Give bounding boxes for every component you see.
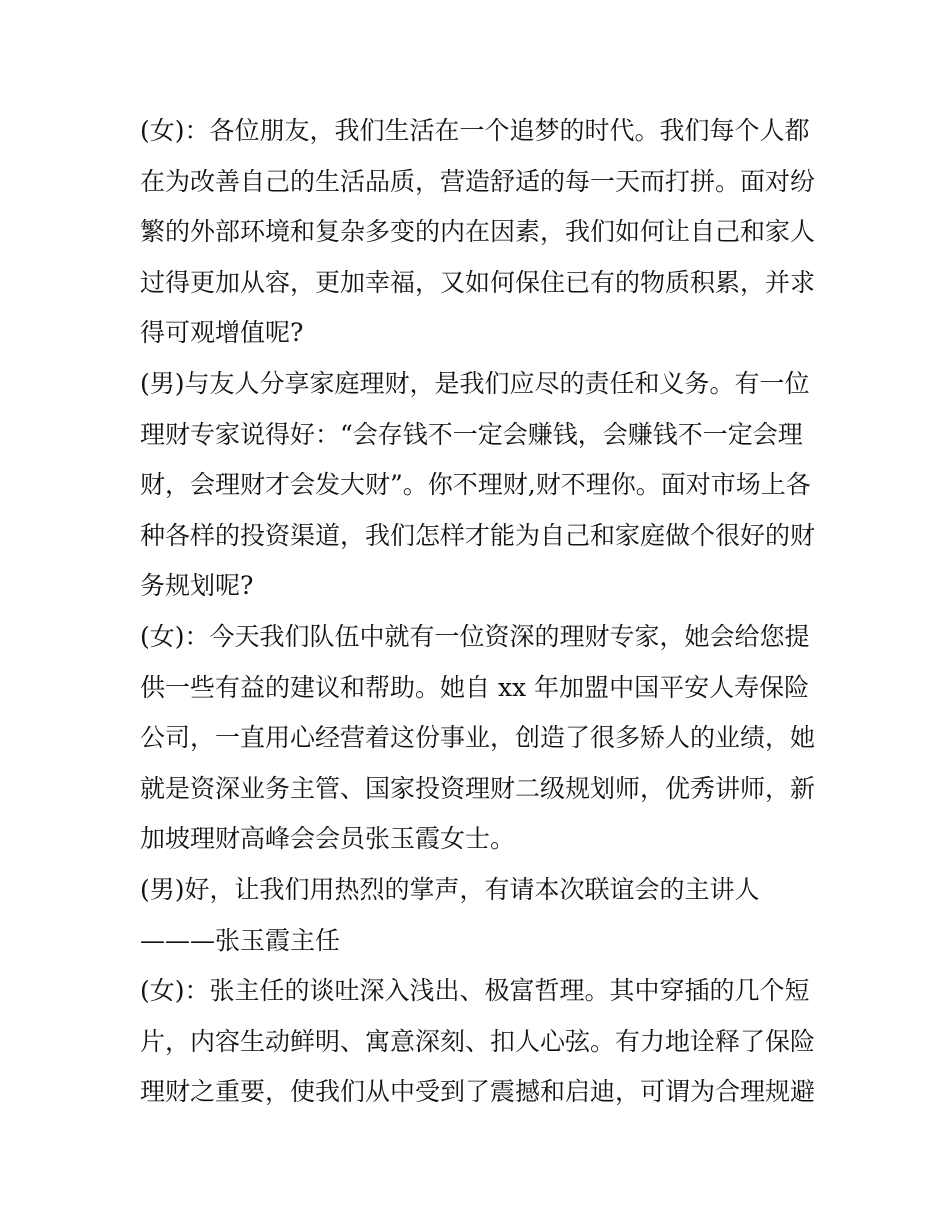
document-body — [140, 106, 830, 1118]
text-line: (女)：张主任的谈吐深入浅出、极富哲理。其中穿插的几个短 — [140, 976, 810, 1006]
paragraph-male-invitation — [140, 865, 830, 966]
text-line: 公司，一直用心经营着这份事业，创造了很多矫人的业绩，她 — [140, 723, 816, 753]
text-line: 理财专家说得好：“会存钱不一定会赚钱，会赚钱不一定会理 — [140, 419, 803, 449]
text-line: 就是资深业务主管、国家投资理财二级规划师，优秀讲师，新 — [140, 773, 816, 803]
paragraph-male-finance — [140, 359, 830, 612]
text-line: ———张玉霞主任 — [140, 925, 341, 955]
text-line: (男)好，让我们用热烈的掌声，有请本次联谊会的主讲人 — [140, 874, 760, 904]
text-line: 繁的外部环境和复杂多变的内在因素，我们如何让自己和家人 — [140, 217, 816, 247]
paragraph-female-summary — [140, 966, 830, 1118]
text-line: (女)：各位朋友，我们生活在一个追梦的时代。我们每个人都 — [140, 116, 810, 145]
paragraph-female-opening — [140, 106, 830, 359]
text-line: 理财之重要，使我们从中受到了震撼和启迪，可谓为合理规避 — [140, 1077, 816, 1107]
text-line: 片，内容生动鲜明、寓意深刻、扣人心弦。有力地诠释了保险 — [140, 1026, 816, 1056]
text-line: (男)与友人分享家庭理财，是我们应尽的责任和义务。有一位 — [140, 368, 810, 398]
text-line: (女)：今天我们队伍中就有一位资深的理财专家，她会给您提 — [140, 621, 810, 651]
text-line: 供一些有益的建议和帮助。她自 xx 年加盟中国平安人寿保险 — [140, 672, 810, 702]
text-line: 加坡理财高峰会会员张玉霞女士。 — [140, 824, 516, 854]
text-line: 得可观增值呢? — [140, 318, 304, 348]
text-line: 过得更加从容，更加幸福，又如何保住已有的物质积累，并求 — [140, 267, 816, 297]
paragraph-female-introduction — [140, 612, 830, 865]
text-line: 务规划呢? — [140, 571, 254, 601]
text-line: 种各样的投资渠道，我们怎样才能为自己和家庭做个很好的财 — [140, 520, 816, 550]
text-line: 财，会理财才会发大财”。你不理财,财不理你。面对市场上各 — [140, 470, 811, 500]
text-line: 在为改善自己的生活品质，营造舒适的每一天而打拼。面对纷 — [140, 166, 816, 196]
